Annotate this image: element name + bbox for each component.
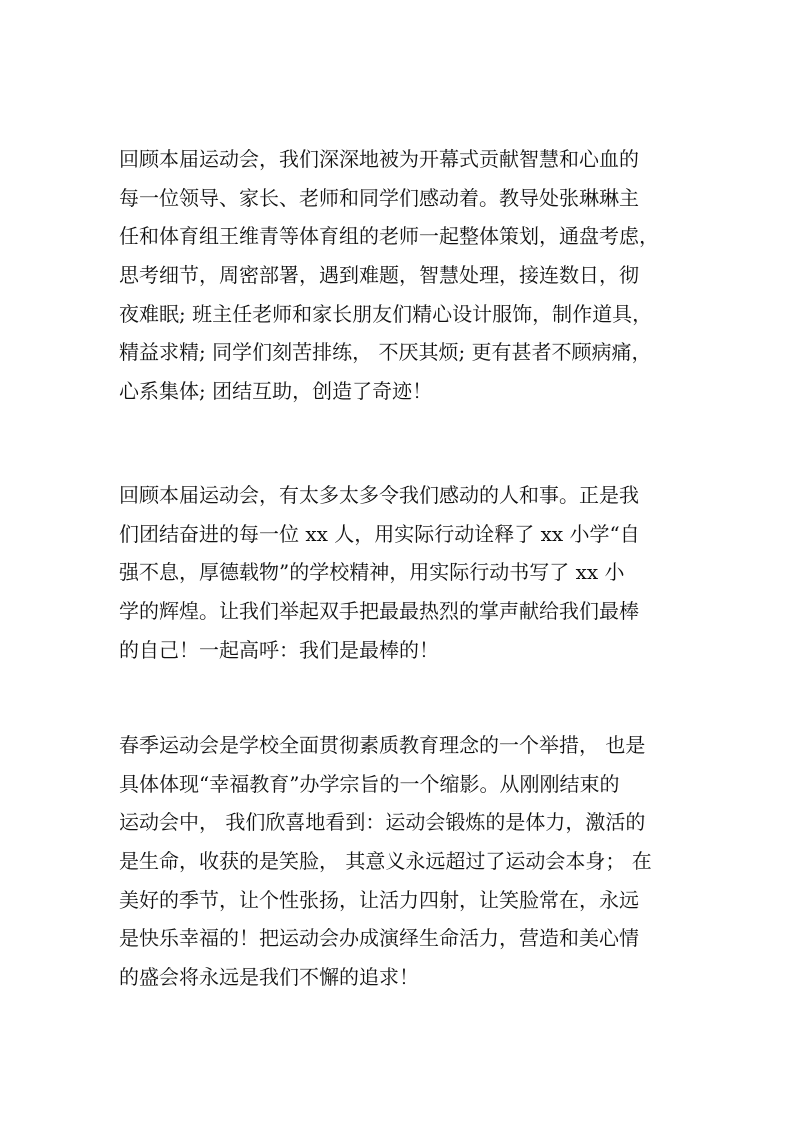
text-line: 心系集体; 团结互助，创造了奇迹！: [119, 379, 433, 404]
paragraph-2: [119, 476, 679, 669]
text-line: 回顾本届运动会，有太多太多令我们感动的人和事。正是我: [119, 483, 639, 507]
text-line: 的自己！一起高呼：我们是最棒的！: [119, 637, 439, 662]
paragraph-1: [119, 140, 679, 411]
text-line: 精益求精; 同学们刻苦排练， 不厌其烦; 更有甚者不顾病痛，: [119, 340, 652, 365]
text-line: 夜难眠; 班主任老师和家长朋友们精心设计服饰，制作道具，: [119, 301, 653, 326]
text-line: 任和体育组王维青等体育组的老师一起整体策划，通盘考虑，: [119, 224, 659, 249]
text-line: 学的辉煌。让我们举起双手把最最热烈的掌声献给我们最棒: [119, 599, 639, 624]
text-line: 美好的季节，让个性张扬，让活力四射，让笑脸常在，永远: [119, 887, 639, 912]
text-line: 的盛会将永远是我们不懈的追求！: [119, 965, 419, 990]
text-line: 每一位领导、家长、老师和同学们感动着。教导处张琳琳主: [119, 185, 639, 210]
text-line: 强不息，厚德载物”的学校精神，用实际行动书写了 xx 小: [119, 560, 625, 585]
text-line: 具体体现“幸福教育”办学宗旨的一个缩影。从刚刚结束的: [119, 771, 620, 796]
text-line: 春季运动会是学校全面贯彻素质教育理念的一个举措， 也是: [119, 733, 646, 757]
text-line: 是快乐幸福的！把运动会办成演绎生命活力，营造和美心情: [119, 926, 639, 951]
paragraph-3: [119, 726, 679, 997]
text-line: 们团结奋进的每一位 xx 人，用实际行动诠释了 xx 小学“自: [119, 521, 640, 546]
text-line: 运动会中， 我们欣喜地看到：运动会锻炼的是体力，激活的: [119, 810, 646, 835]
text-line: 是生命，收获的是笑脸， 其意义永远超过了运动会本身； 在: [119, 849, 652, 874]
text-line: 回顾本届运动会，我们深深地被为开幕式贡献智慧和心血的: [119, 147, 639, 171]
text-line: 思考细节，周密部署，遇到难题，智慧处理，接连数日，彻: [119, 263, 639, 288]
